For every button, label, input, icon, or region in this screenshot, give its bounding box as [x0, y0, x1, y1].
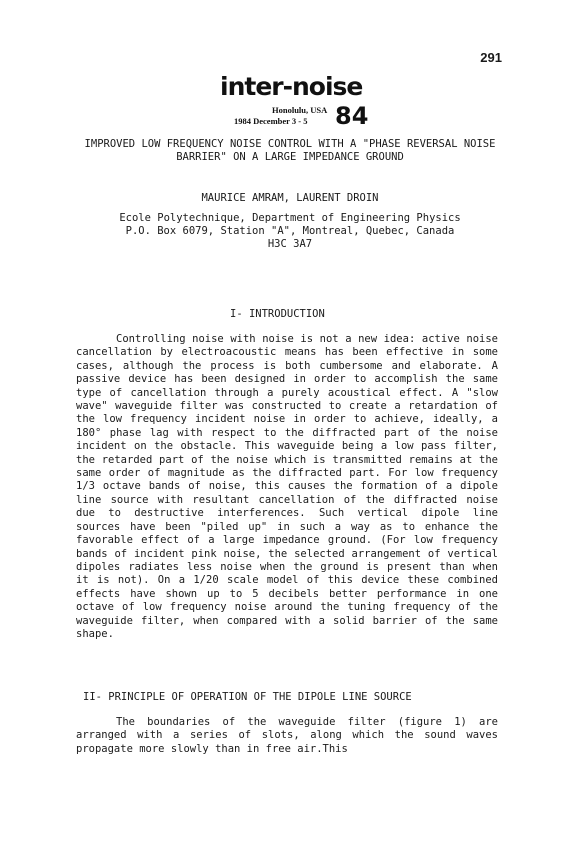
- section-heading-principle: II- PRINCIPLE OF OPERATION OF THE DIPOLE LINE SOURCE: [83, 691, 412, 703]
- logo-wordmark: inter-noise: [220, 72, 363, 101]
- affiliation-line: H3C 3A7: [267, 238, 313, 250]
- section-heading-introduction: I- INTRODUCTION: [230, 308, 325, 320]
- affiliation: [60, 212, 520, 251]
- page-number: 291: [480, 50, 502, 65]
- paper-title: IMPROVED LOW FREQUENCY NOISE CONTROL WITH A "PHASE REVERSAL NOISE BARRIER" ON A LARGE IMPEDANCE GROUND: [84, 138, 496, 163]
- paragraph-principle: The boundaries of the waveguide filter (figure 1) are arranged with a series of slots, along which the sound waves propagate more slowly than in free air.This: [76, 716, 498, 755]
- logo-date: 1984 December 3 - 5: [234, 116, 308, 126]
- logo-year: 84: [335, 102, 369, 130]
- affiliation-line: Ecole Polytechnique, Department of Engineering Physics: [119, 212, 461, 224]
- paragraph-introduction: Controlling noise with noise is not a new idea: active noise cancellation by electroacoustic means has been effective in some cases, although the process is both cumbersome and elaborate. A passive device has been designed in order to accomplish the same type of cancellation through a purely acoustical effect. A "slow wave" waveguide filter was constructed to create a retardation of the low frequency incident noise in order to achieve, ideally, a 180° phase lag with respect to the diffracted part of the noise incident on the obstacle. This waveguide being a low pass filter, the retarded part of the noise which is transmitted remains at the same order of magnitude as the diffracted part. For low frequency 1/3 octave bands of noise, this causes the formation of a dipole line source with resultant cancellation of the diffracted noise due to destructive interferences. Such vertical dipole line sources have been "piled up" in such a way as to enhance the favorable effect of a large impedance ground. (For low frequency bands of incident pink noise, the selected arrangement of vertical dipoles radiates less noise when the ground is present than when it is not). On a 1/20 scale model of this device these combined effects have shown up to 5 decibels better performance in one octave of low frequency noise around the tuning frequency of the waveguide filter, when compared with a solid barrier of the same shape.: [76, 333, 498, 640]
- conference-logo: [220, 72, 370, 138]
- paper-authors: MAURICE AMRAM, LAURENT DROIN: [201, 192, 379, 204]
- logo-city: Honolulu, USA: [272, 105, 328, 115]
- affiliation-line: P.O. Box 6079, Station "A", Montreal, Quebec, Canada: [125, 225, 455, 237]
